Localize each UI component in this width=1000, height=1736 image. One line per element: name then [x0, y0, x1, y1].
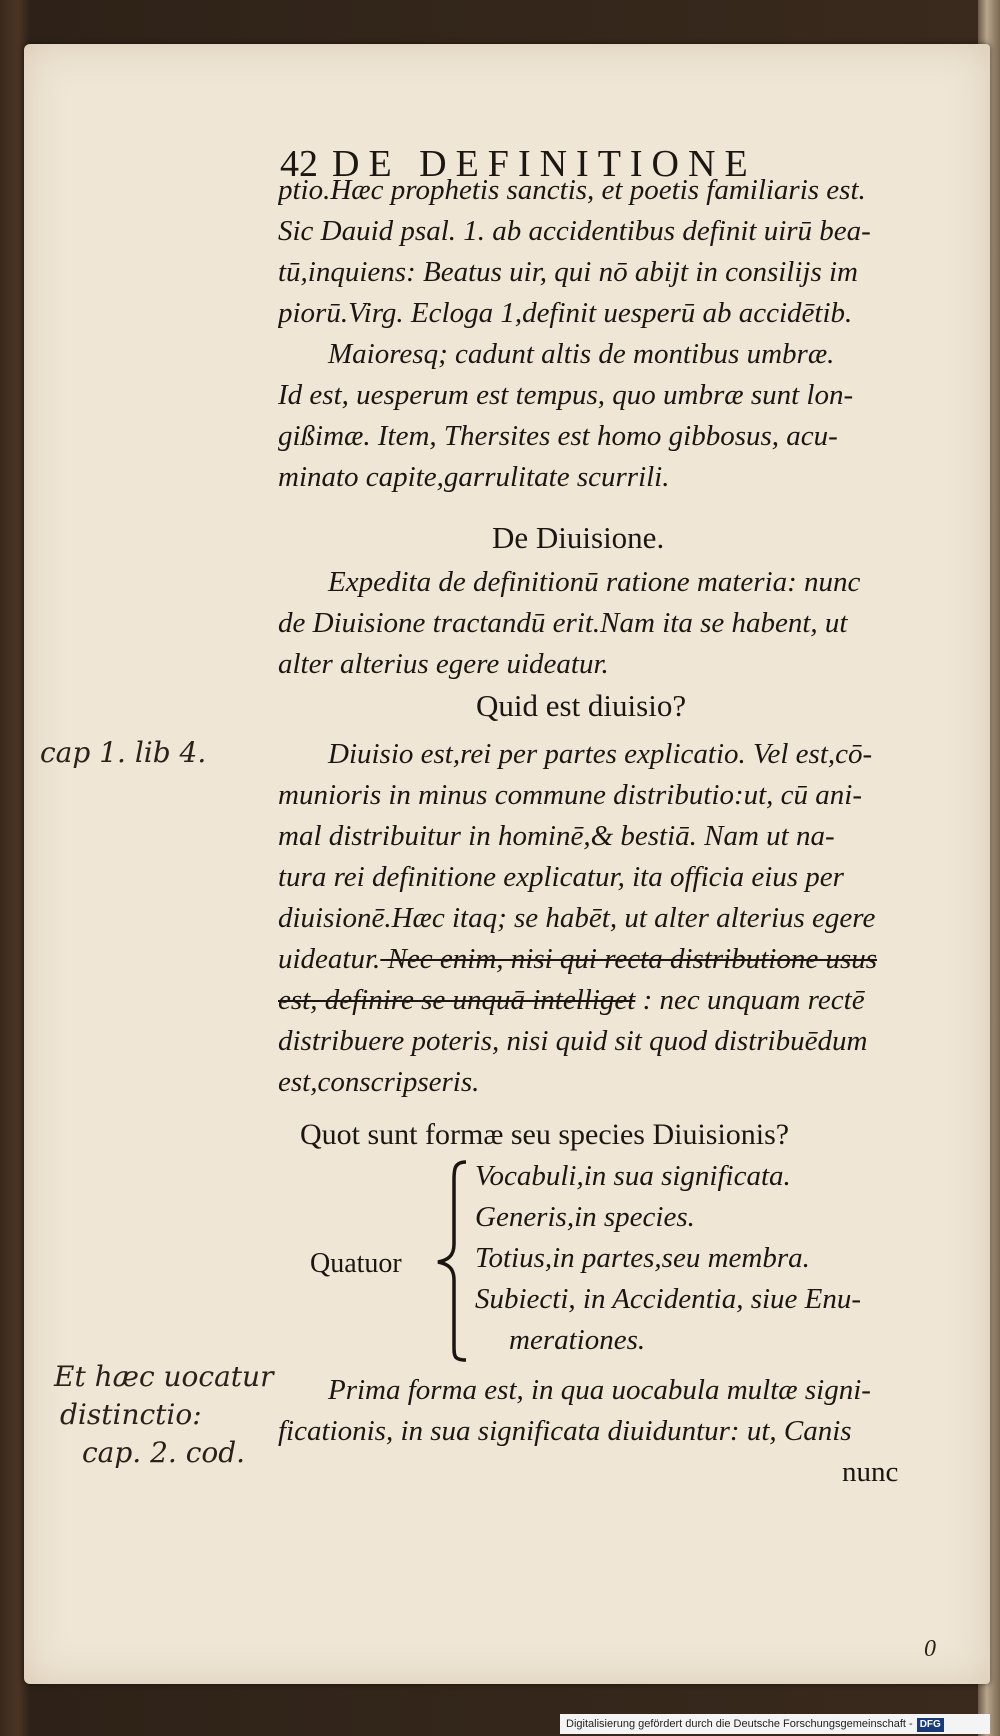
- list-item: Totius,in partes,seu membra.: [475, 1242, 810, 1274]
- section-heading-quid: Quid est diuisio?: [476, 688, 687, 723]
- text-line: Sic Dauid psal. 1. ab accidentibus definit uirū bea-: [278, 215, 871, 247]
- text-line: Diuisio est,rei per partes explicatio. Vel est,cō-: [328, 738, 873, 770]
- text-line: diuisionē.Hæc itaq; se habēt, ut alter alterius egere: [278, 902, 876, 934]
- text-line: ptio.Hæc prophetis sanctis, et poetis familiaris est.: [278, 174, 866, 206]
- text-line: mal distribuitur in hominē,& bestiā. Nam ut na-: [278, 820, 835, 852]
- verse-quote: Maioresq; cadunt altis de montibus umbræ.: [328, 338, 835, 370]
- list-item: Generis,in species.: [475, 1201, 695, 1233]
- running-head-title: DE DEFINITIONE: [332, 143, 757, 185]
- page-mark: 0: [924, 1636, 936, 1662]
- paragraph-expedita: [278, 562, 918, 685]
- margin-note-citation: cap 1. lib 4.: [40, 736, 207, 769]
- section-heading-quot: Quot sunt formæ seu species Diuisionis?: [300, 1118, 790, 1151]
- text-fragment: uideatur.: [278, 943, 381, 975]
- text-line: Id est, uesperum est tempus, quo umbræ sunt lon-: [278, 379, 854, 411]
- text-line: piorū.Virg. Ecloga 1,definit uesperū ab accidētib.: [278, 297, 853, 329]
- text-line: distribuere poteris, nisi quid sit quod distribuēdum: [278, 1025, 868, 1057]
- text-line: ficationis, in sua significata diuiduntur: ut, Canis: [278, 1415, 852, 1447]
- text-line: [278, 939, 918, 980]
- division-brace-list: [310, 1156, 940, 1376]
- struck-text: est, definire se unquā intelliget: [278, 984, 636, 1016]
- text-line: de Diuisione tractandū erit.Nam ita se habent, ut: [278, 607, 848, 639]
- list-item: Vocabuli,in sua significata.: [475, 1160, 791, 1192]
- margin-note-line: cap. 2. cod.: [82, 1436, 246, 1469]
- text-line: gißimæ. Item, Thersites est homo gibbosus, acu-: [278, 420, 838, 452]
- section-heading-divisione: De Diuisione.: [492, 520, 665, 555]
- text-fragment: : nec unquam rectē: [635, 984, 865, 1016]
- paragraph-prima: [278, 1370, 918, 1452]
- list-item: Subiecti, in Accidentia, siue Enu-: [475, 1283, 862, 1315]
- catchword: nunc: [842, 1456, 899, 1488]
- brace-items: [475, 1156, 861, 1361]
- margin-note-line: Et hæc uocatur: [54, 1360, 274, 1393]
- footer-text: Digitalisierung gefördert durch die Deutsche Forschungsgemeinschaft -: [566, 1718, 913, 1730]
- text-line: Expedita de definitionū ratione materia: nunc: [328, 566, 861, 598]
- margin-note-line: distinctio:: [60, 1398, 202, 1431]
- paragraph-definitions: [278, 170, 918, 498]
- text-line: [278, 980, 918, 1021]
- text-line: tura rei definitione explicatur, ita officia eius per: [278, 861, 844, 893]
- struck-text: Nec enim, nisi qui recta distributione usus: [380, 943, 878, 975]
- digitization-footer: [560, 1714, 990, 1734]
- paragraph-diuisio: [278, 734, 918, 1103]
- page-number: 42: [280, 143, 318, 185]
- brace-label: Quatuor: [310, 1248, 402, 1279]
- dfg-logo: DFG: [917, 1718, 944, 1732]
- text-line: est,conscripseris.: [278, 1066, 480, 1098]
- text-line: Prima forma est, in qua uocabula multæ signi-: [328, 1374, 871, 1406]
- text-line: minato capite,garrulitate scurrili.: [278, 461, 670, 493]
- text-line: munioris in minus commune distributio:ut, cū ani-: [278, 779, 863, 811]
- text-line: tū,inquiens: Beatus uir, qui nō abijt in consilijs im: [278, 256, 858, 288]
- curly-brace-icon: [432, 1156, 472, 1366]
- list-item: merationes.: [509, 1324, 646, 1356]
- text-line: alter alterius egere uideatur.: [278, 648, 609, 680]
